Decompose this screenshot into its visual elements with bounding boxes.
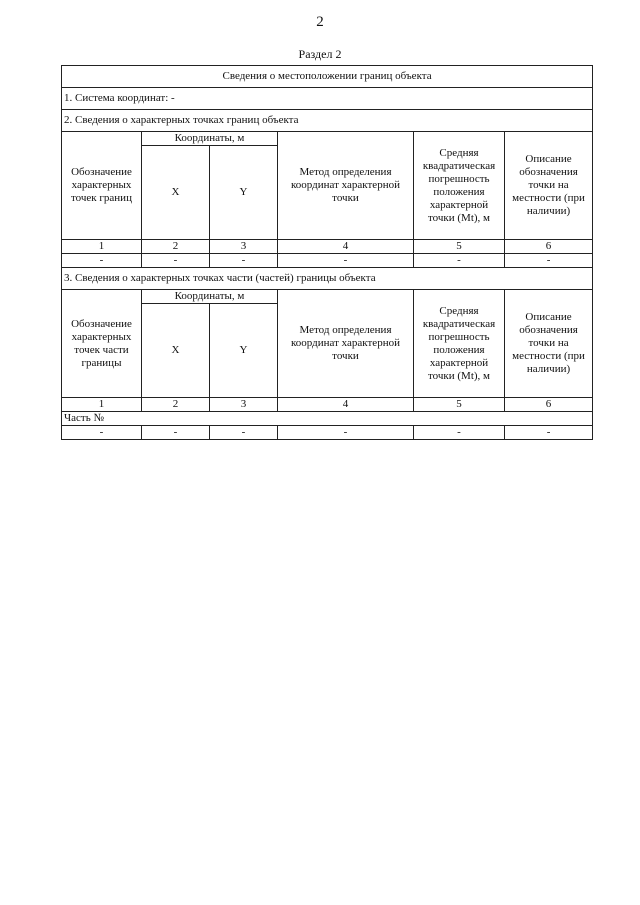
part-label: Часть № [62,412,593,426]
column-numbers-row [62,398,593,412]
table-row [62,254,593,268]
section-3-row [62,268,593,290]
col-number: 2 [142,240,210,254]
boundary-table [61,65,593,440]
header-description: Описание обозначения точки на местности (при наличии) [505,132,593,240]
col-number: 4 [278,240,414,254]
empty-cell: - [210,254,278,268]
header-designation: Обозначение характерных точек части границы [62,290,142,398]
col-number: 4 [278,398,414,412]
col-number: 1 [62,240,142,254]
empty-cell: - [414,426,505,440]
empty-cell: - [142,426,210,440]
part-row [62,412,593,426]
col-number: 2 [142,398,210,412]
section-2-heading: 2. Сведения о характерных точках границ объекта [62,110,593,132]
col-number: 3 [210,240,278,254]
empty-cell: - [505,426,593,440]
table-title-row [62,66,593,88]
table-row [62,426,593,440]
empty-cell: - [142,254,210,268]
header-x: X [142,304,210,398]
column-numbers-row [62,240,593,254]
header-row [62,132,593,146]
header-x: X [142,146,210,240]
table-title: Сведения о местоположении границ объекта [62,66,593,88]
section-2-row [62,110,593,132]
empty-cell: - [278,254,414,268]
section-title: Раздел 2 [298,47,342,61]
header-coordinates: Координаты, м [142,132,278,146]
empty-cell: - [278,426,414,440]
header-error: Средняя квадратическая погрешность положения характерной точки (Mt), м [414,290,505,398]
col-number: 3 [210,398,278,412]
col-number: 6 [505,240,593,254]
header-method: Метод определения координат характерной точки [278,290,414,398]
col-number: 6 [505,398,593,412]
empty-cell: - [62,254,142,268]
section-3-heading: 3. Сведения о характерных точках части (частей) границы объекта [62,268,593,290]
header-y: Y [210,304,278,398]
header-description: Описание обозначения точки на местности (при наличии) [505,290,593,398]
col-number: 1 [62,398,142,412]
header-method: Метод определения координат характерной точки [278,132,414,240]
header-designation: Обозначение характерных точек границ [62,132,142,240]
coordinate-system: 1. Система координат: - [62,88,593,110]
empty-cell: - [505,254,593,268]
header-row [62,290,593,304]
header-coordinates: Координаты, м [142,290,278,304]
col-number: 5 [414,240,505,254]
coordinate-system-row [62,88,593,110]
empty-cell: - [414,254,505,268]
col-number: 5 [414,398,505,412]
empty-cell: - [210,426,278,440]
page-number: 2 [316,14,324,30]
header-y: Y [210,146,278,240]
header-error: Средняя квадратическая погрешность положения характерной точки (Mt), м [414,132,505,240]
empty-cell: - [62,426,142,440]
